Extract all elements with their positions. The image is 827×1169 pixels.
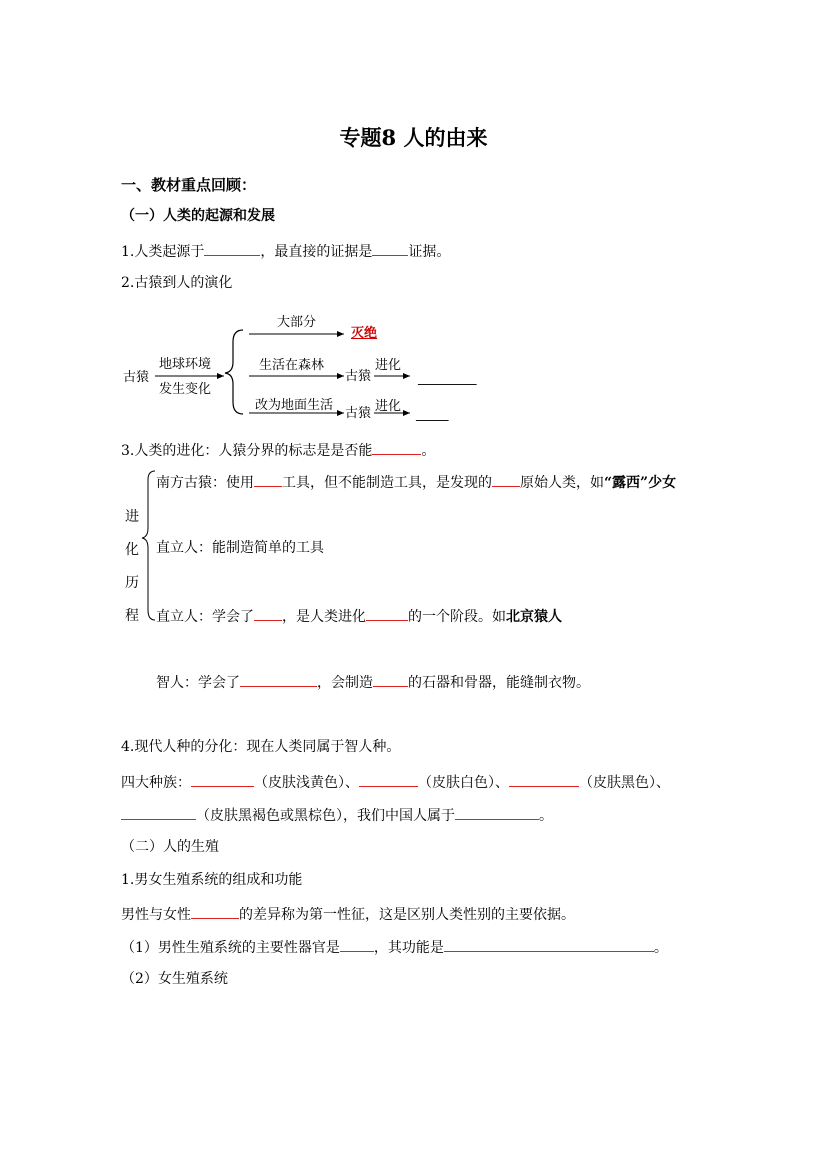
races-text-c: （皮肤白色）、 (418, 775, 509, 791)
blank[interactable] (359, 772, 418, 787)
races-text-f: 。 (539, 808, 553, 824)
blank[interactable] (373, 672, 408, 687)
diagram-branch2-node: 古猿 (345, 369, 372, 384)
s1-text-a: 南方古猿：使用 (156, 475, 254, 491)
q3-text-b: 。 (421, 443, 436, 459)
diagram-branch3-blank[interactable]: _____ (416, 407, 449, 422)
subsection-heading-reproduction: （二）人的生殖 (121, 839, 219, 855)
evo-side-1: 进 (125, 509, 139, 525)
races-text-e: （皮肤黑褐色或黑棕色），我们中国人属于 (196, 808, 455, 824)
diagram-branch2-blank[interactable]: _________ (418, 371, 477, 386)
evo-side-3: 历 (125, 575, 139, 591)
s1-text-c: 原始人类，如 (520, 475, 604, 491)
evo-stage-4 (156, 672, 590, 692)
races-text-a: 四大种族： (121, 775, 191, 791)
q1-text-b: ，最直接的证据是 (260, 244, 373, 260)
diagram-ape-left: 古猿 (123, 370, 150, 385)
blank[interactable] (121, 805, 196, 820)
section-heading: 一、教材重点回顾： (121, 176, 257, 194)
blank[interactable] (191, 772, 254, 787)
q1-text-c: 证据。 (408, 244, 451, 260)
s4-text-a: 智人：学会了 (156, 675, 240, 691)
diagram-branch3-node: 古猿 (345, 406, 372, 421)
s3-text-c: 的一个阶段。如 (408, 609, 506, 625)
evo-side-4: 程 (125, 608, 139, 624)
blank[interactable] (254, 472, 282, 487)
evo-stage-1 (156, 472, 676, 492)
blank[interactable] (191, 904, 239, 919)
r2-text-a: 男性与女性 (121, 907, 191, 923)
s3-text-b: ，是人类进化 (282, 609, 366, 625)
diagram-cause-bottom: 发生变化 (159, 382, 212, 397)
reproduction-item-1: 1.男女生殖系统的组成和功能 (121, 872, 303, 888)
question-4: 4.现代人种的分化：现在人类同属于智人种。 (121, 739, 401, 755)
r3-text-b: ，其功能是 (373, 940, 444, 956)
s3-text-d: 北京猿人 (506, 609, 562, 625)
blank[interactable] (366, 606, 408, 621)
blank[interactable] (340, 937, 374, 952)
races-text-d: （皮肤黑色）、 (579, 775, 670, 791)
blank[interactable] (240, 672, 317, 687)
s3-text-a: 直立人：学会了 (156, 609, 254, 625)
blank[interactable] (492, 472, 520, 487)
diagram-branch1-result: 灭绝 (351, 326, 378, 341)
r2-text-b: 的差异称为第一性征，这是区别人类性别的主要依据。 (239, 907, 575, 923)
page-title: 专题8 人的由来 (339, 125, 488, 150)
races-text-b: （皮肤浅黄色）、 (254, 775, 359, 791)
diagram-branch1-label: 大部分 (277, 315, 317, 330)
s1-text-d: “露西”少女 (604, 475, 677, 491)
s4-text-c: 的石器和骨器，能缝制衣物。 (408, 675, 590, 691)
diagram-branch2-label: 生活在森林 (259, 358, 325, 373)
diagram-branch3-arrow-label: 进化 (375, 399, 402, 414)
diagram-branch2-arrow-label: 进化 (375, 358, 402, 373)
reproduction-item-4: （2）女生殖系统 (121, 971, 228, 987)
reproduction-item-2 (121, 904, 575, 924)
q3-text-a: 3.人类的进化：人猿分界的标志是是否能 (121, 443, 373, 459)
reproduction-item-3 (121, 937, 668, 957)
q1-text-a: 1.人类起源于 (121, 244, 205, 260)
blank[interactable] (444, 937, 654, 952)
question-2: 2.古猿到人的演化 (121, 275, 233, 291)
r3-text-a: （1）男性生殖系统的主要性器官是 (121, 940, 340, 956)
diagram-cause-top: 地球环境 (159, 357, 212, 372)
subsection-heading-origin: （一）人类的起源和发展 (121, 208, 275, 224)
blank[interactable] (455, 805, 539, 820)
evo-stage-3 (156, 606, 562, 626)
s1-text-b: 工具，但不能制造工具，是发现的 (282, 475, 492, 491)
s4-text-b: ，会制造 (317, 675, 373, 691)
races-line-1 (121, 772, 670, 792)
blank[interactable] (254, 606, 282, 621)
blank[interactable] (509, 772, 579, 787)
evo-side-2: 化 (125, 542, 139, 558)
evo-stage-2: 直立人：能制造简单的工具 (156, 540, 324, 556)
races-line-2 (121, 805, 553, 825)
diagram-branch3-label: 改为地面生活 (255, 398, 334, 413)
r3-text-c: 。 (653, 940, 668, 956)
